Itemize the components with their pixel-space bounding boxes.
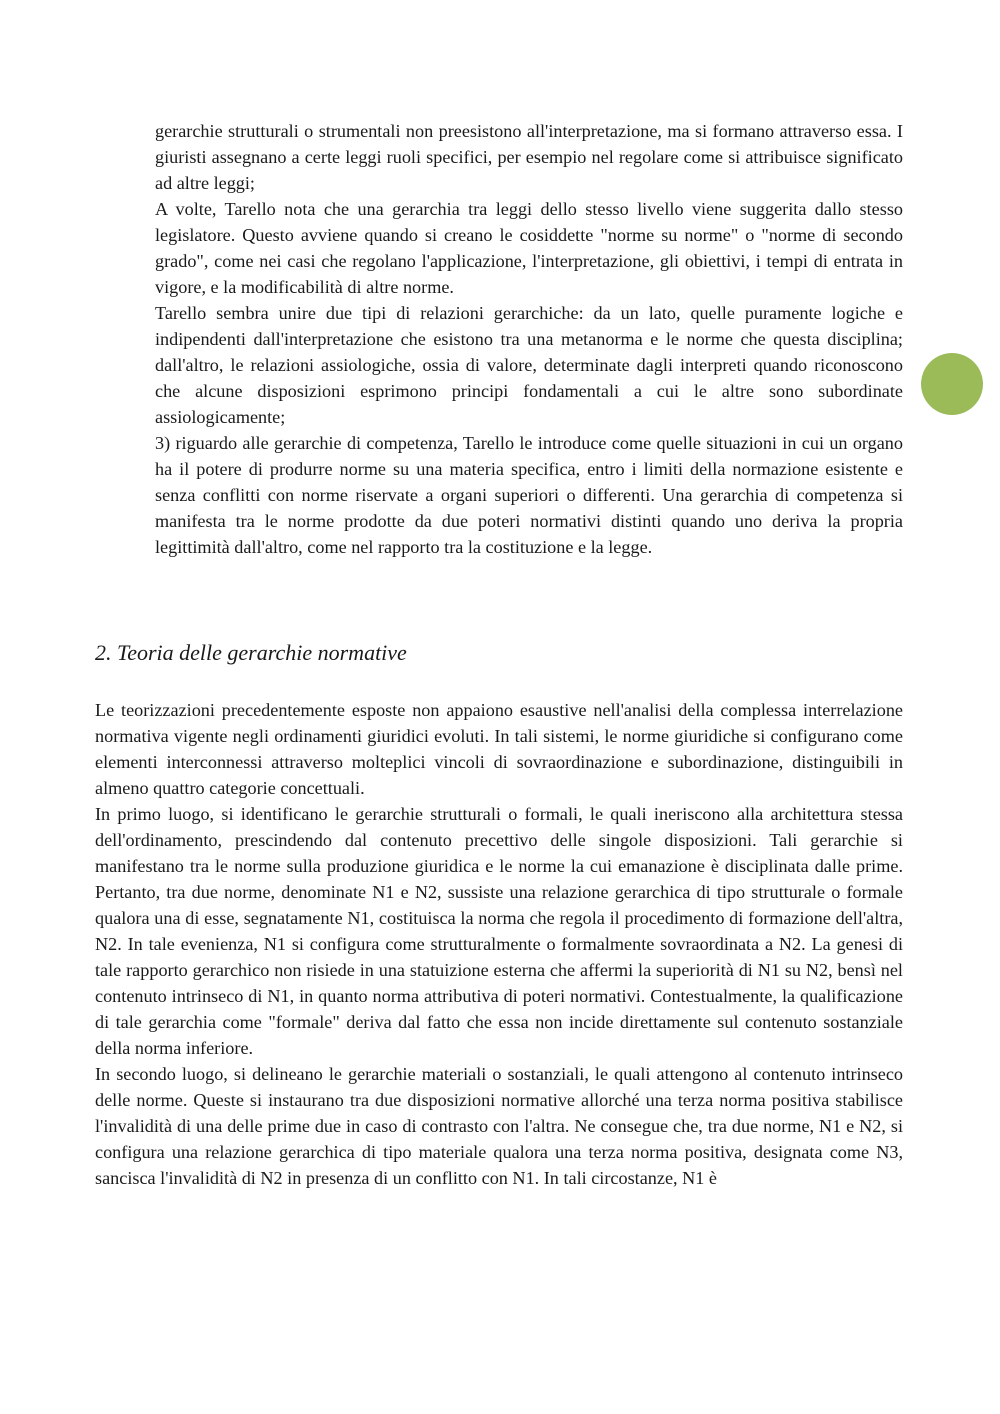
paragraph: Le teorizzazioni precedentemente esposte non appaiono esaustive nell'analisi della complessa interrelazione normativa vigente negli ordinamenti giuridici evoluti. In tali sistemi, le norme giuridiche si configurano come elementi interconnessi attraverso molteplici vincoli di sovraordinazione e subordinazione, distinguibili in almeno quattro categorie concettuali. xyxy=(95,700,903,798)
paragraph: In primo luogo, si identificano le gerarchie strutturali o formali, le quali ineriscono alla architettura stessa dell'ordinamento, prescindendo dal contenuto precettivo delle singole disposizioni. Tali gerarchie si manifestano tra le norme sulla produzione giuridica e le norme la cui emanazione è disciplinata dalle prime. Pertanto, tra due norme, denominate N1 e N2, sussiste una relazione gerarchica di tipo strutturale o formale qualora una di esse, segnatamente N1, costituisca la norma che regola il procedimento di formazione dell'altra, N2. In tale evenienza, N1 si configura come strutturalmente o formalmente sovraordinata a N2. La genesi di tale rapporto gerarchico non risiede in una statuizione esterna che affermi la superiorità di N1 su N2, bensì nel contenuto intrinseco di N1, in quanto norma attributiva di poteri normativi. Contestualmente, la qualificazione di tale gerarchia come "formale" deriva dal fatto che essa non incide direttamente sul contenuto sostanziale della norma inferiore. xyxy=(95,804,903,1058)
paragraph: A volte, Tarello nota che una gerarchia tra leggi dello stesso livello viene suggerita dallo stesso legislatore. Questo avviene quando si creano le cosiddette "norme su norme" o "norme di secondo grado", come nei casi che regolano l'applicazione, l'interpretazione, gli obiettivi, i tempi di entrata in vigore, e la modificabilità di altre norme. xyxy=(155,199,903,297)
margin-marker-circle xyxy=(921,353,983,415)
paragraph: gerarchie strutturali o strumentali non preesistono all'interpretazione, ma si formano attraverso essa. I giuristi assegnano a certe leggi ruoli specifici, per esempio nel regolare come si attribuisce significato ad altre leggi; xyxy=(155,121,903,193)
main-text-block xyxy=(95,697,903,1191)
paragraph: 3) riguardo alle gerarchie di competenza, Tarello le introduce come quelle situazioni in cui un organo ha il potere di produrre norme su una materia specifica, entro i limiti della normazione esistente e senza conflitti con norme riservate a organi superiori o differenti. Una gerarchia di competenza si manifesta tra le norme prodotte da due poteri normativi distinti quando uno deriva la propria legittimità dall'altro, come nel rapporto tra la costituzione e la legge. xyxy=(155,433,903,557)
section-heading: 2. Teoria delle gerarchie normative xyxy=(95,640,407,665)
indented-text-block xyxy=(155,118,903,560)
paragraph: In secondo luogo, si delineano le gerarchie materiali o sostanziali, le quali attengono al contenuto intrinseco delle norme. Queste si instaurano tra due disposizioni normative allorché una terza norma positiva stabilisce l'invalidità di una delle prime due in caso di contrasto con l'altra. Ne consegue che, tra due norme, N1 e N2, si configura una relazione gerarchica di tipo materiale qualora una terza norma positiva, designata come N3, sancisca l'invalidità di N2 in presenza di un conflitto con N1. In tali circostanze, N1 è xyxy=(95,1064,903,1188)
paragraph: Tarello sembra unire due tipi di relazioni gerarchiche: da un lato, quelle puramente logiche e indipendenti dall'interpretazione che esistono tra una metanorma e le norme che questa disciplina; dall'altro, le relazioni assiologiche, ossia di valore, determinate dagli interpreti quando riconoscono che alcune disposizioni esprimono principi fondamentali a cui le altre sono subordinate assiologicamente; xyxy=(155,303,903,427)
